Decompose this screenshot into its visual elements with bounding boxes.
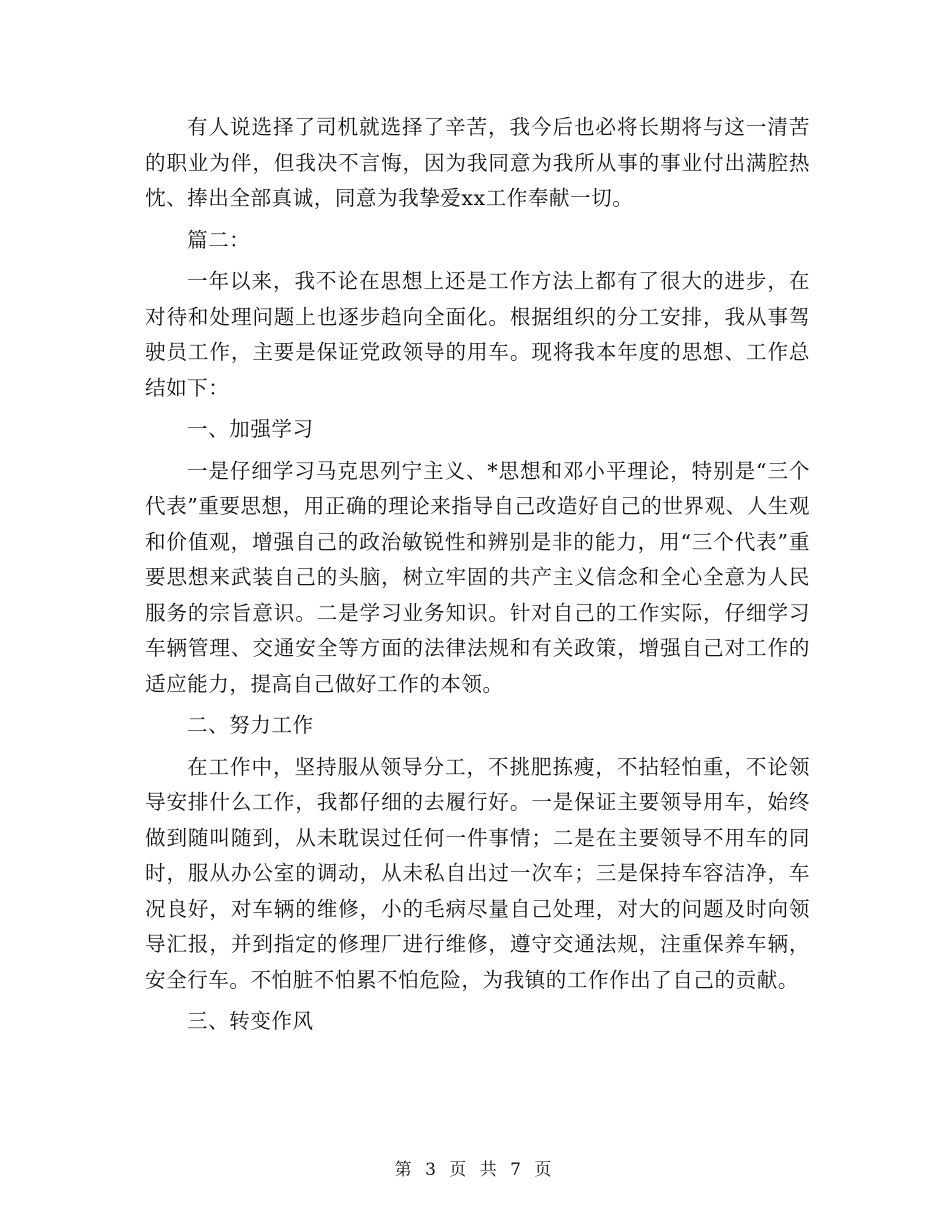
paragraph-study: 一是仔细学习马克思列宁主义、*思想和邓小平理论，特别是“三个代表”重要思想，用正确的理论来指导自己改造好自己的世界观、人生观和价值观，增强自己的政治敏锐性和辨别是非的能力，用“三个代表”重要思想来武装自己的头脑，树立牢固的共产主义信念和全心全意为人民服务的宗旨意识。二是学习业务知识。针对自己的工作实际，仔细学习车辆管理、交通安全等方面的法律法规和有关政策，增强自己对工作的适应能力，提高自己做好工作的本领。 xyxy=(145,458,810,696)
heading-work-hard: 二、努力工作 xyxy=(187,713,314,737)
section-title-part-two: 篇二： xyxy=(187,227,251,252)
heading-change-style: 三、转变作风 xyxy=(187,1009,314,1033)
paragraph-work: 在工作中，坚持服从领导分工，不挑肥拣瘦，不拈轻怕重，不论领导安排什么工作，我都仔细的去履行好。一是保证主要领导用车，始终做到随叫随到，从未耽误过任何一件事情；二是在主要领导不用车的同时，服从办公室的调动，从未私自出过一次车；三是保持车容洁净，车况良好，对车辆的维修，小的毛病尽量自己处理，对大的问题及时向领导汇报，并到指定的修理厂进行维修，遵守交通法规，注重保养车辆，安全行车。不怕脏不怕累不怕危险，为我镇的工作作出了自己的贡献。 xyxy=(145,754,810,992)
heading-strengthen-study: 一、加强学习 xyxy=(187,417,314,441)
document-body xyxy=(145,110,810,1040)
page-number-footer: 第 3 页 共 7 页 xyxy=(394,1160,556,1180)
paragraph-closing-remarks: 有人说选择了司机就选择了辛苦，我今后也必将长期将与这一清苦的职业为伴，但我决不言悔，因为我同意为我所从事的事业付出满腔热忱、捧出全部真诚，同意为我挚爱xx工作奉献一切。 xyxy=(145,115,810,210)
paragraph-intro: 一年以来，我不论在思想上还是工作方法上都有了很大的进步，在对待和处理问题上也逐步趋向全面化。根据组织的分工安排，我从事驾驶员工作，主要是保证党政领导的用车。现将我本年度的思想、工作总结如下： xyxy=(145,269,810,400)
